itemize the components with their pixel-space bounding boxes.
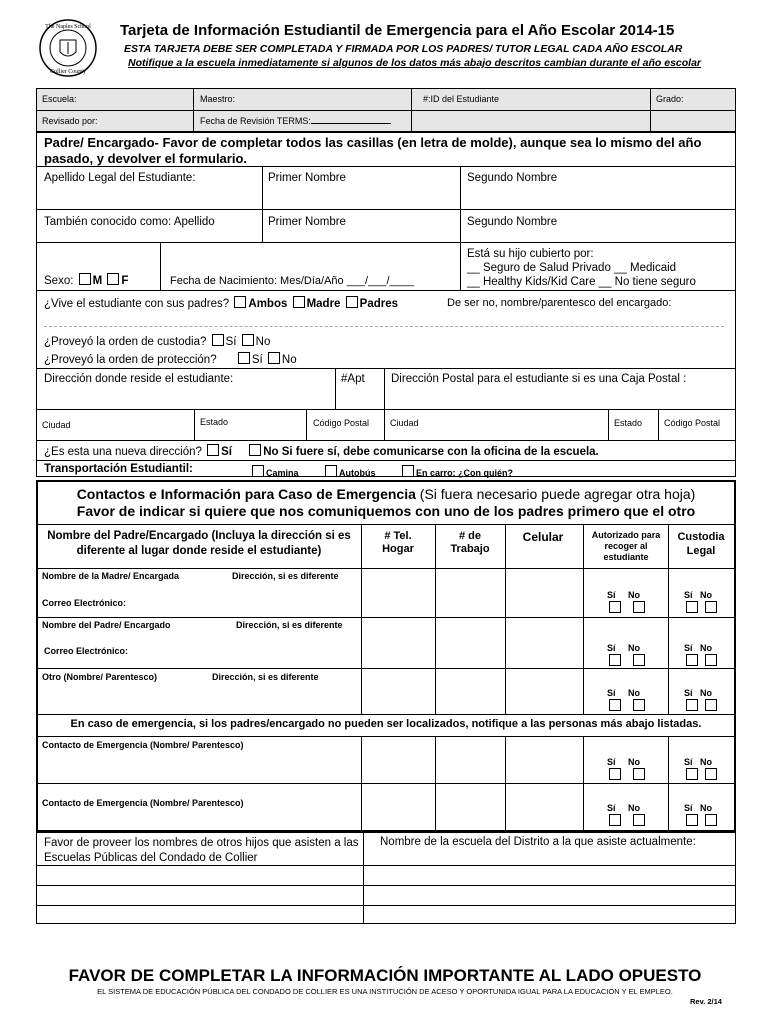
otro-autorizado-si[interactable] — [609, 699, 621, 711]
apt-label: #Apt — [341, 373, 365, 385]
padre-label: Nombre del Padre/ Encargado — [42, 620, 171, 630]
madre-autorizado-no[interactable] — [633, 601, 645, 613]
grado-label: Grado: — [656, 94, 684, 104]
primer-nombre-label: Primer Nombre — [268, 172, 346, 184]
madre-autorizado: Sí No — [607, 589, 647, 615]
contacto-1-custodia-si[interactable] — [686, 768, 698, 780]
padre-custodia-no[interactable] — [705, 654, 717, 666]
logo-bottom-text: Collier County — [50, 69, 86, 75]
contacto-1-autorizado: Sí No — [607, 756, 647, 782]
ambos-checkbox[interactable] — [234, 296, 246, 308]
fecha-nacimiento-label: Fecha de Nacimiento: Mes/Día/Año ___/___/____ — [170, 275, 414, 287]
student-id-label: #:ID del Estudiante — [423, 94, 500, 104]
autobus-checkbox[interactable] — [325, 465, 337, 477]
en-carro-checkbox[interactable] — [402, 465, 414, 477]
emergency-subtitle: Favor de indicar si quiere que nos comuniquemos con uno de los padres primero que el otro — [76, 503, 696, 519]
padre-autorizado-si[interactable] — [609, 654, 621, 666]
emergency-title: Contactos e Información para Caso de Emergencia (Si fuera necesario puede agregar otra hoja) — [76, 486, 696, 502]
otro-autorizado-no[interactable] — [633, 699, 645, 711]
footer-equal-opportunity: EL SISTEMA DE EDUCACIÓN PÚBLICA DEL CONDADO DE COLLIER ES UNA INSTITUCIÓN DE ACESO Y OPORTUNIDA IGUAL PARA LA EDUCACION Y EL EMPLEO. — [97, 987, 673, 996]
otro-direccion-label: Dirección, si es diferente — [212, 672, 319, 682]
madre-correo-label: Correo Electrónico: — [42, 598, 127, 608]
contacto-2-autorizado: Sí No — [607, 802, 647, 828]
padre-custodia: Sí No — [684, 642, 719, 668]
madre-custodia: Sí No — [684, 589, 719, 615]
maestro-label: Maestro: — [200, 94, 236, 104]
padres-checkbox[interactable] — [346, 296, 358, 308]
custodia-si-checkbox[interactable] — [212, 334, 224, 346]
otro-label: Otro (Nombre/ Parentesco) — [42, 672, 158, 682]
col-celular-header: Celular — [522, 530, 564, 544]
escuela-label: Escuela: — [42, 94, 77, 104]
fecha-rev-label: Fecha de Revisión TERMS: — [200, 116, 391, 126]
school-seal-logo — [38, 18, 98, 78]
postal-codigo-label: Código Postal — [664, 418, 721, 428]
col-trabajo-header: # de Trabajo — [450, 530, 490, 555]
postal-ciudad-label: Ciudad — [390, 418, 419, 428]
footer-notice: FAVOR DE COMPLETAR LA INFORMACIÓN IMPORTANTE AL LADO OPUESTO — [68, 966, 702, 985]
transport-options: Camina Autobús En carro: ¿Con quién? ___________________________________ — [250, 465, 691, 478]
insurance-options-1: __ Seguro de Salud Privado __ Medicaid — [467, 262, 677, 274]
logo-top-text: The Naples School — [45, 24, 91, 30]
contacto-2-custodia-si[interactable] — [686, 814, 698, 826]
contacto-1-custodia: Sí No — [684, 756, 719, 782]
sexo-field: Sexo: M F — [44, 275, 129, 287]
aka-primer-nombre-label: Primer Nombre — [268, 216, 346, 228]
contacto-1-custodia-no[interactable] — [705, 768, 717, 780]
proteccion-question: ¿Proveyó la orden de protección? Sí No — [44, 354, 297, 366]
header-line-3: Notifique a la escuela inmediatamente si algunos de los datos más abajo descritos cambian durante el año escolar — [128, 57, 702, 69]
contacto-1-autorizado-si[interactable] — [609, 768, 621, 780]
codigo-postal-label: Código Postal — [313, 418, 370, 428]
padre-correo-label: Correo Electrónico: — [44, 646, 129, 656]
proteccion-si-checkbox[interactable] — [238, 352, 250, 364]
direccion-label: Dirección donde reside el estudiante: — [44, 373, 234, 385]
apellido-legal-label: Apellido Legal del Estudiante: — [44, 172, 196, 184]
nueva-direccion-question: ¿Es esta una nueva dirección? Sí No Si fuere sí, debe comunicarse con la oficina de la escuela. — [44, 446, 599, 458]
revision-label: Rev. 2/14 — [690, 997, 722, 1006]
vive-con-padres: ¿Vive el estudiante con sus padres? Ambos Madre Padres — [44, 298, 399, 310]
aka-label: También conocido como: Apellido — [44, 216, 215, 228]
col-custodia-header: Custodia Legal — [677, 531, 725, 557]
insurance-question: Está su hijo cubierto por: — [467, 248, 594, 260]
contacto-2-autorizado-no[interactable] — [633, 814, 645, 826]
contacto-1-label: Contacto de Emergencia (Nombre/ Parentesco) — [42, 740, 244, 750]
col-autorizado-header: Autorizado para recoger al estudiante — [591, 530, 661, 562]
camina-checkbox[interactable] — [252, 465, 264, 477]
col-tel-header: # Tel. Hogar — [382, 530, 414, 555]
padre-autorizado: Sí No — [607, 642, 647, 668]
madre-autorizado-si[interactable] — [609, 601, 621, 613]
madre-custodia-no[interactable] — [705, 601, 717, 613]
contacto-2-autorizado-si[interactable] — [609, 814, 621, 826]
madre-checkbox[interactable] — [293, 296, 305, 308]
col-nombre-header: Nombre del Padre/Encargado (Incluya la dirección si es diferente al lugar donde reside el estudiante) — [47, 530, 351, 557]
header-line-2: ESTA TARJETA DEBE SER COMPLETADA Y FIRMADA POR LOS PADRES/ TUTOR LEGAL CADA AÑO ESCOLAR — [124, 43, 683, 55]
postal-estado-label: Estado — [614, 418, 643, 428]
madre-direccion-label: Dirección, si es diferente — [232, 571, 339, 581]
padre-direccion-label: Dirección, si es diferente — [236, 620, 343, 630]
insurance-block — [467, 247, 696, 289]
de-ser-no-label: De ser no, nombre/parentesco del encargado: — [447, 297, 672, 309]
madre-label: Nombre de la Madre/ Encargada — [42, 571, 180, 581]
revisado-label: Revisado por: — [42, 116, 98, 126]
madre-custodia-si[interactable] — [686, 601, 698, 613]
otro-custodia: Sí No — [684, 687, 719, 713]
transportacion-label: Transportación Estudiantil: — [44, 463, 193, 475]
parent-instruction: Padre/ Encargado- Favor de completar todos las casillas (en letra de molde), aunque sea lo mismo del año pasado, y devolver el formulario. — [44, 135, 702, 166]
estado-label: Estado — [200, 417, 229, 427]
siblings-left-label: Favor de proveer los nombres de otros hijos que asisten a las Escuelas Públicas del Condado de Collier — [44, 837, 359, 864]
proteccion-no-checkbox[interactable] — [268, 352, 280, 364]
contacto-2-custodia: Sí No — [684, 802, 719, 828]
sexo-f-checkbox[interactable] — [107, 273, 119, 285]
direccion-postal-label: Dirección Postal para el estudiante si es una Caja Postal : — [391, 373, 687, 385]
sexo-m-checkbox[interactable] — [79, 273, 91, 285]
custodia-question: ¿Proveyó la orden de custodia? Sí No — [44, 336, 271, 348]
form-title: Tarjeta de Información Estudiantil de Emergencia para el Año Escolar 2014-15 — [120, 22, 675, 39]
aka-segundo-nombre-label: Segundo Nombre — [467, 216, 558, 228]
nueva-dir-si-checkbox[interactable] — [207, 444, 219, 456]
custodia-no-checkbox[interactable] — [242, 334, 254, 346]
contacto-2-custodia-no[interactable] — [705, 814, 717, 826]
otro-custodia-si[interactable] — [686, 699, 698, 711]
contacto-1-autorizado-no[interactable] — [633, 768, 645, 780]
otro-autorizado: Sí No — [607, 687, 647, 713]
segundo-nombre-label: Segundo Nombre — [467, 172, 558, 184]
ciudad-label: Ciudad — [42, 420, 71, 430]
padre-autorizado-no[interactable] — [633, 654, 645, 666]
otro-custodia-no[interactable] — [705, 699, 717, 711]
padre-custodia-si[interactable] — [686, 654, 698, 666]
emergency-note: En caso de emergencia, si los padres/encargado no pueden ser localizados, notifique a las personas más abajo listadas. — [70, 718, 702, 730]
insurance-options-2: __ Healthy Kids/Kid Care __ No tiene seguro — [467, 276, 696, 288]
contacto-2-label: Contacto de Emergencia (Nombre/ Parentesco) — [42, 798, 244, 808]
siblings-right-label: Nombre de la escuela del Distrito a la que asiste actualmente: — [380, 836, 696, 848]
nueva-dir-no-checkbox[interactable] — [249, 444, 261, 456]
